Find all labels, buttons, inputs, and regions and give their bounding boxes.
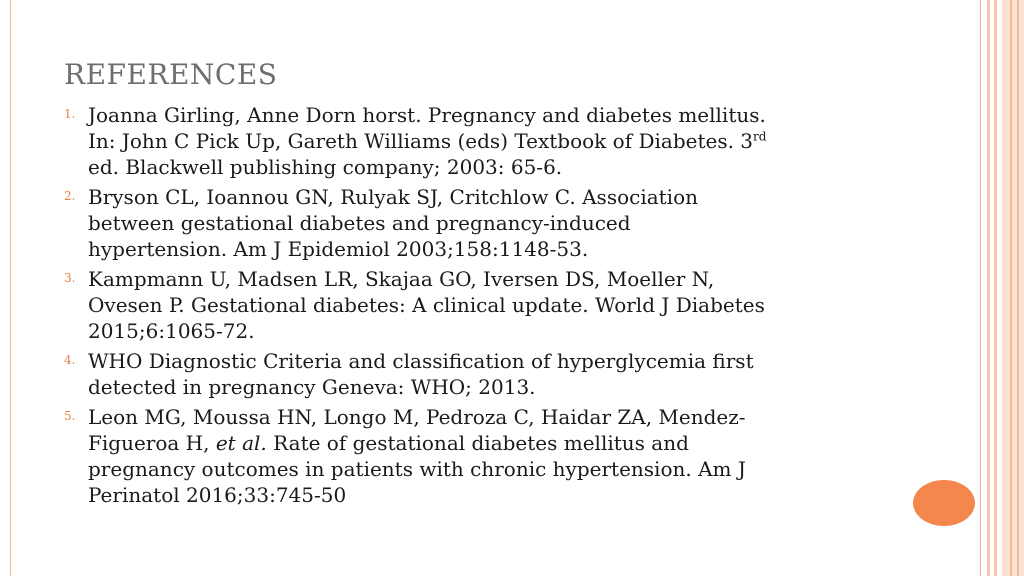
reference-text-segment: Leon MG, Moussa HN, Longo M, Pedroza C, Haidar ZA, Mendez-Figueroa H, bbox=[88, 405, 746, 455]
reference-number: 1. bbox=[64, 107, 76, 121]
reference-item bbox=[64, 102, 774, 180]
reference-number: 2. bbox=[64, 189, 76, 203]
superscript-text: rd bbox=[753, 129, 767, 144]
reference-text-segment: Joanna Girling, Anne Dorn horst. Pregnancy and diabetes mellitus. In: John C Pick Up, Gareth Williams (eds) Textbook of Diabetes. 3 bbox=[88, 103, 766, 153]
reference-text bbox=[88, 103, 766, 179]
stripe bbox=[987, 0, 990, 576]
reference-item bbox=[64, 184, 774, 262]
reference-item bbox=[64, 266, 774, 344]
reference-item bbox=[64, 348, 774, 400]
reference-text bbox=[88, 405, 746, 507]
reference-text-segment: Rate of gestational diabetes mellitus and pregnancy outcomes in patients with chronic hypertension. Am J Perinatol 2016;33:745-50 bbox=[88, 431, 746, 507]
reference-text bbox=[88, 267, 765, 343]
reference-text bbox=[88, 349, 754, 399]
stripe bbox=[980, 0, 981, 576]
right-decorative-stripes bbox=[980, 0, 1024, 576]
reference-item bbox=[64, 404, 774, 508]
stripe bbox=[1002, 0, 1024, 576]
slide-title: REFERENCES bbox=[64, 58, 278, 91]
left-border-line bbox=[10, 0, 11, 576]
stripe bbox=[1010, 0, 1012, 576]
reference-number: 4. bbox=[64, 353, 76, 367]
orange-circle-decoration bbox=[913, 480, 975, 526]
reference-text-segment: Bryson CL, Ioannou GN, Rulyak SJ, Critchlow C. Association between gestational diabetes and pregnancy-induced hypertension. Am J Epidemiol 2003;158:1148-53. bbox=[88, 185, 698, 261]
reference-number: 5. bbox=[64, 409, 76, 423]
reference-number: 3. bbox=[64, 271, 76, 285]
reference-text-segment: WHO Diagnostic Criteria and classification of hyperglycemia first detected in pregnancy Geneva: WHO; 2013. bbox=[88, 349, 754, 399]
stripe bbox=[994, 0, 997, 576]
reference-text-segment: ed. Blackwell publishing company; 2003: 65-6. bbox=[88, 155, 563, 179]
reference-text bbox=[88, 185, 698, 261]
reference-text-segment: Kampmann U, Madsen LR, Skajaa GO, Iversen DS, Moeller N, Ovesen P. Gestational diabetes: A clinical update. World J Diabetes 2015;6:1065-72. bbox=[88, 267, 765, 343]
reference-list bbox=[64, 102, 774, 512]
stripe bbox=[1017, 0, 1019, 576]
italic-text: et al. bbox=[215, 431, 267, 455]
